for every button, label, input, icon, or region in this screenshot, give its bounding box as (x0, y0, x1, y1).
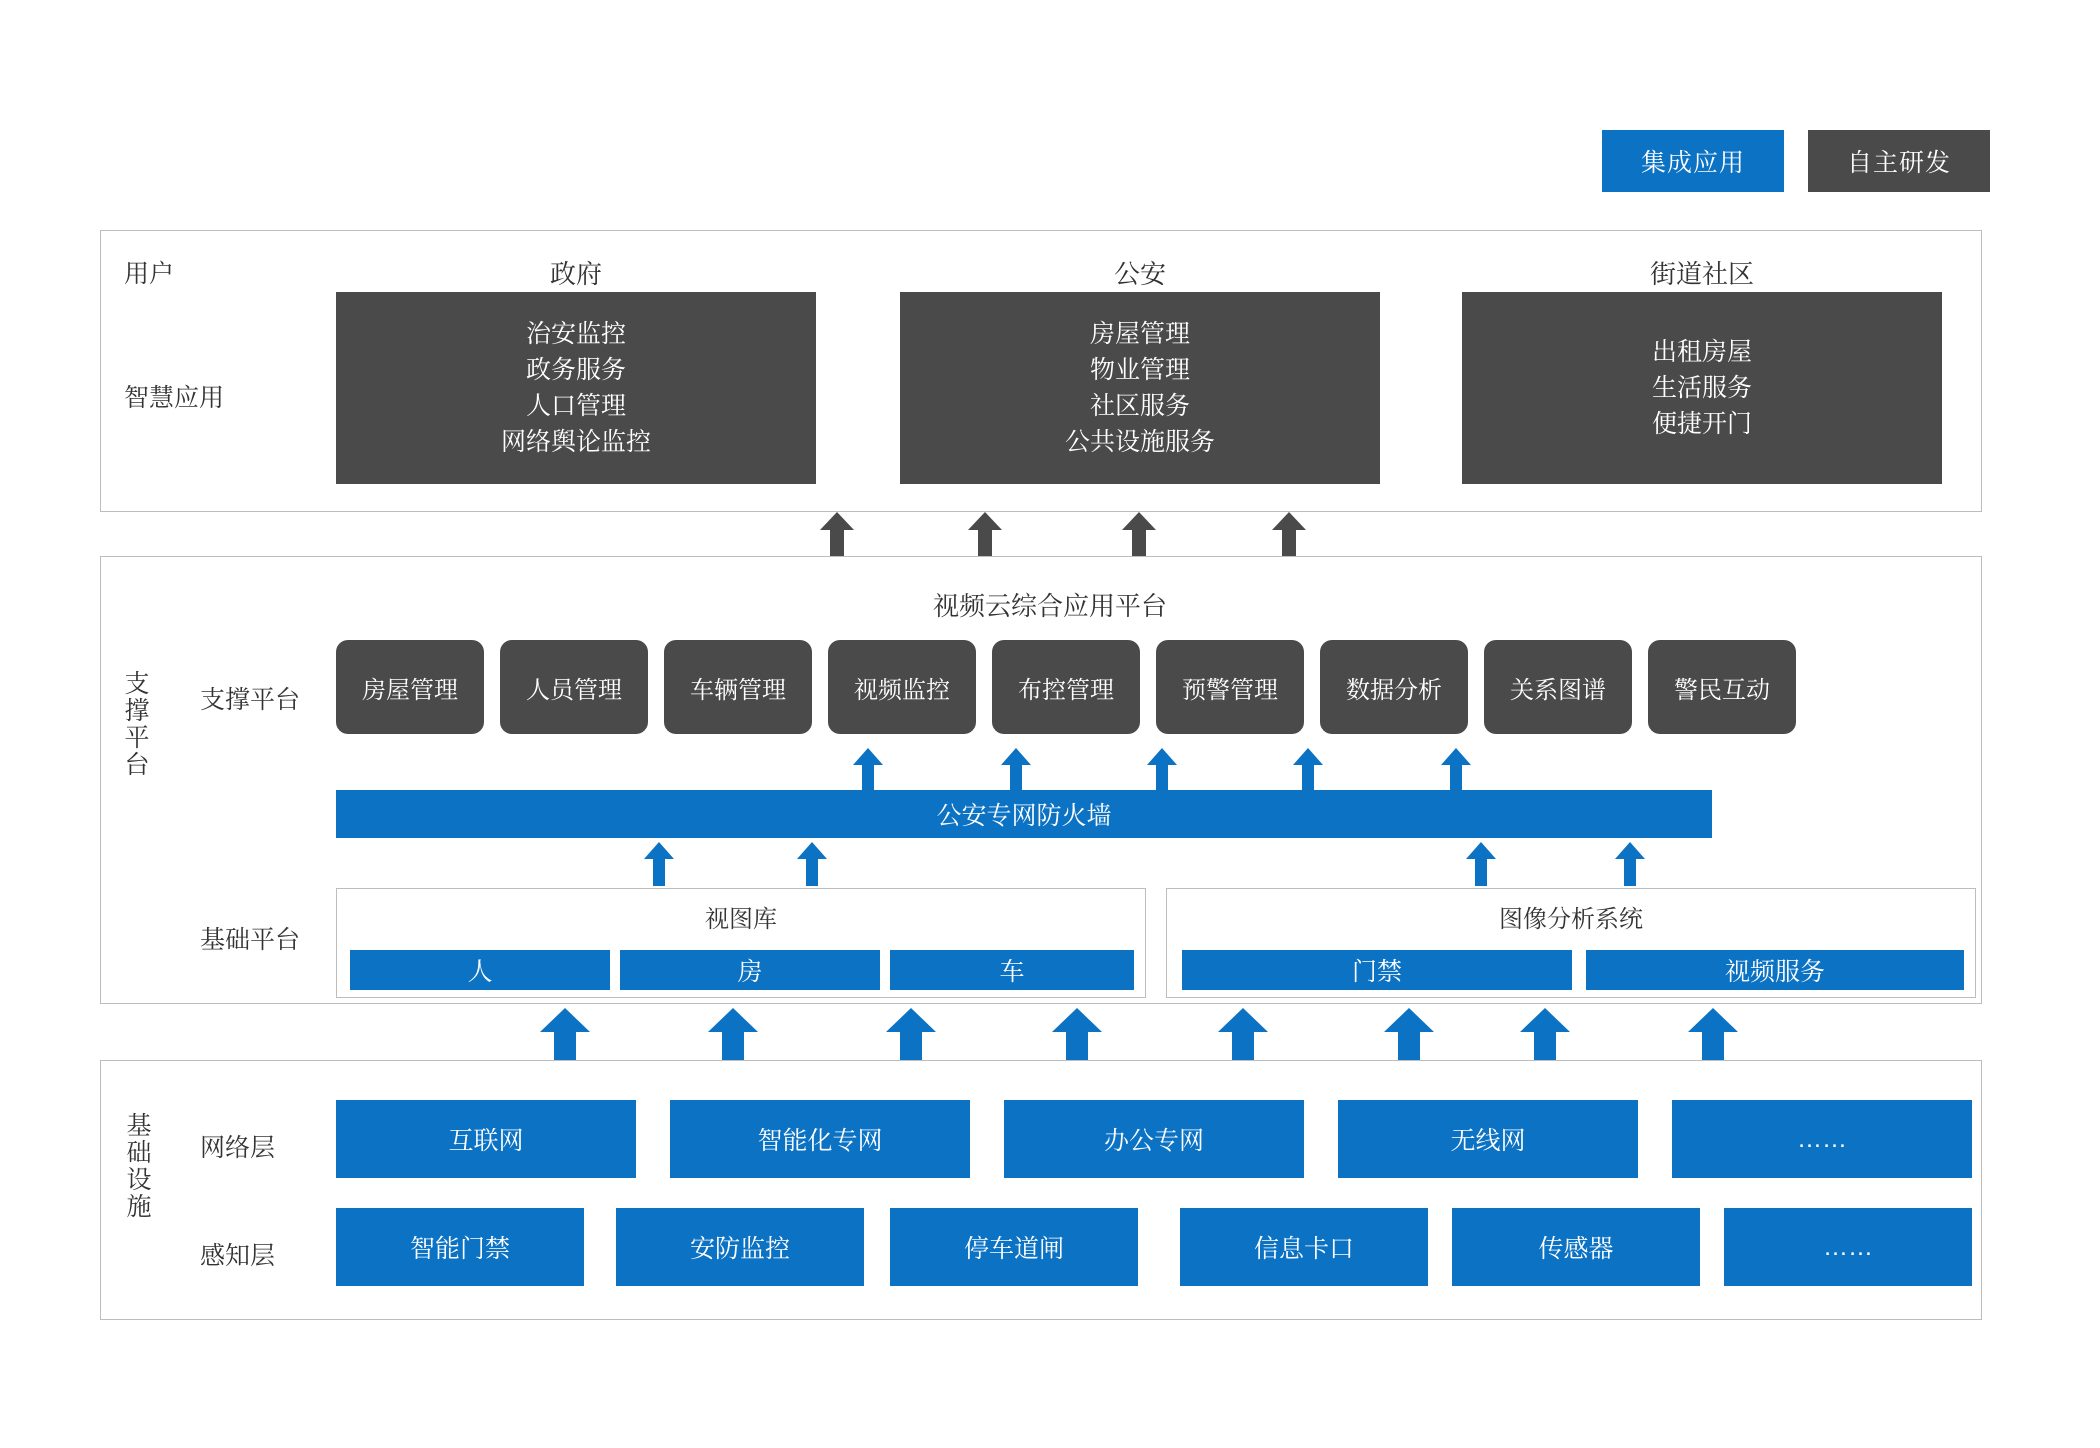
label-support-platform-row: 支撑平台 (200, 686, 301, 714)
app-group-street-community (1462, 292, 1942, 484)
app-item: 人口管理 (525, 392, 626, 420)
app-group-government (336, 292, 816, 484)
legend-integrated-app: 集成应用 (1602, 130, 1784, 192)
network-item-internet[interactable]: 互联网 (336, 1100, 636, 1178)
arrow-up-blue (1293, 748, 1323, 792)
app-item: 社区服务 (1089, 392, 1190, 420)
arrow-up-blue-wide (540, 1008, 590, 1060)
platform-title: 视频云综合应用平台 (932, 591, 1167, 621)
sensing-item-security-monitoring[interactable]: 安防监控 (616, 1208, 864, 1286)
base-item-vehicle[interactable]: 车 (890, 950, 1134, 990)
arrow-up-blue (1001, 748, 1031, 792)
arrow-up-blue (1441, 748, 1471, 792)
arrow-up-blue (797, 842, 827, 886)
base-item-person[interactable]: 人 (350, 950, 610, 990)
legend (1602, 130, 1990, 192)
network-item-more[interactable]: …… (1672, 1100, 1972, 1178)
arrow-up-blue (853, 748, 883, 792)
base-item-access-control[interactable]: 门禁 (1182, 950, 1572, 990)
label-support-platform-vertical: 支撑平台 (121, 670, 149, 778)
network-item-wireless-network[interactable]: 无线网 (1338, 1100, 1638, 1178)
arrow-up-gray (1272, 512, 1306, 556)
firewall-bar: 公安专网防火墙 (336, 790, 1712, 838)
column-head-police: 公安 (1113, 259, 1166, 289)
app-group-police (900, 292, 1380, 484)
arrow-up-blue (644, 842, 674, 886)
app-item: 政务服务 (525, 355, 626, 384)
network-item-intelligent-network[interactable]: 智能化专网 (670, 1100, 970, 1178)
arrow-up-blue-wide (1688, 1008, 1738, 1060)
app-item: 网络舆论监控 (500, 428, 651, 457)
arrow-up-blue-wide (1520, 1008, 1570, 1060)
module-relationship-graph[interactable]: 关系图谱 (1484, 640, 1632, 734)
app-item: 治安监控 (525, 319, 626, 348)
module-video-surveillance[interactable]: 视频监控 (828, 640, 976, 734)
label-user: 用户 (124, 260, 175, 288)
app-item: 公共设施服务 (1064, 428, 1215, 457)
module-personnel-management[interactable]: 人员管理 (500, 640, 648, 734)
arrow-up-blue-wide (1384, 1008, 1434, 1060)
arrow-up-gray (1122, 512, 1156, 556)
arrow-up-blue (1147, 748, 1177, 792)
module-police-public-interaction[interactable]: 警民互动 (1648, 640, 1796, 734)
base-item-house[interactable]: 房 (620, 950, 880, 990)
module-early-warning[interactable]: 预警管理 (1156, 640, 1304, 734)
app-item: 出租房屋 (1651, 337, 1752, 366)
label-smart-application: 智慧应用 (124, 384, 225, 412)
module-deployment-control[interactable]: 布控管理 (992, 640, 1140, 734)
column-head-community: 街道社区 (1649, 259, 1754, 289)
label-sensing-layer: 感知层 (200, 1242, 276, 1270)
arrow-up-blue-wide (1052, 1008, 1102, 1060)
base-item-video-service[interactable]: 视频服务 (1586, 950, 1964, 990)
arrow-up-blue-wide (886, 1008, 936, 1060)
sensing-item-parking-barrier[interactable]: 停车道闸 (890, 1208, 1138, 1286)
arrow-up-blue (1466, 842, 1496, 886)
network-item-office-network[interactable]: 办公专网 (1004, 1100, 1304, 1178)
sensing-item-sensor[interactable]: 传感器 (1452, 1208, 1700, 1286)
base-group-title: 视图库 (705, 906, 777, 933)
arrow-up-blue-wide (1218, 1008, 1268, 1060)
label-base-platform-row: 基础平台 (200, 926, 301, 954)
app-item: 生活服务 (1651, 373, 1752, 402)
module-housing-management[interactable]: 房屋管理 (336, 640, 484, 734)
app-item: 房屋管理 (1089, 319, 1190, 348)
app-item: 便捷开门 (1651, 410, 1752, 439)
label-network-layer: 网络层 (200, 1134, 276, 1162)
arrow-up-gray (820, 512, 854, 556)
module-data-analysis[interactable]: 数据分析 (1320, 640, 1468, 734)
sensing-item-smart-access[interactable]: 智能门禁 (336, 1208, 584, 1286)
arrow-up-gray (968, 512, 1002, 556)
sensing-item-more[interactable]: …… (1724, 1208, 1972, 1286)
base-group-title: 图像分析系统 (1499, 906, 1643, 933)
arrow-up-blue (1615, 842, 1645, 886)
module-vehicle-management[interactable]: 车辆管理 (664, 640, 812, 734)
sensing-item-checkpoint[interactable]: 信息卡口 (1180, 1208, 1428, 1286)
app-item: 物业管理 (1089, 355, 1190, 384)
column-head-government: 政府 (549, 259, 602, 289)
legend-self-developed: 自主研发 (1808, 130, 1990, 192)
label-infrastructure-vertical: 基础设施 (123, 1112, 151, 1220)
arrow-up-blue-wide (708, 1008, 758, 1060)
